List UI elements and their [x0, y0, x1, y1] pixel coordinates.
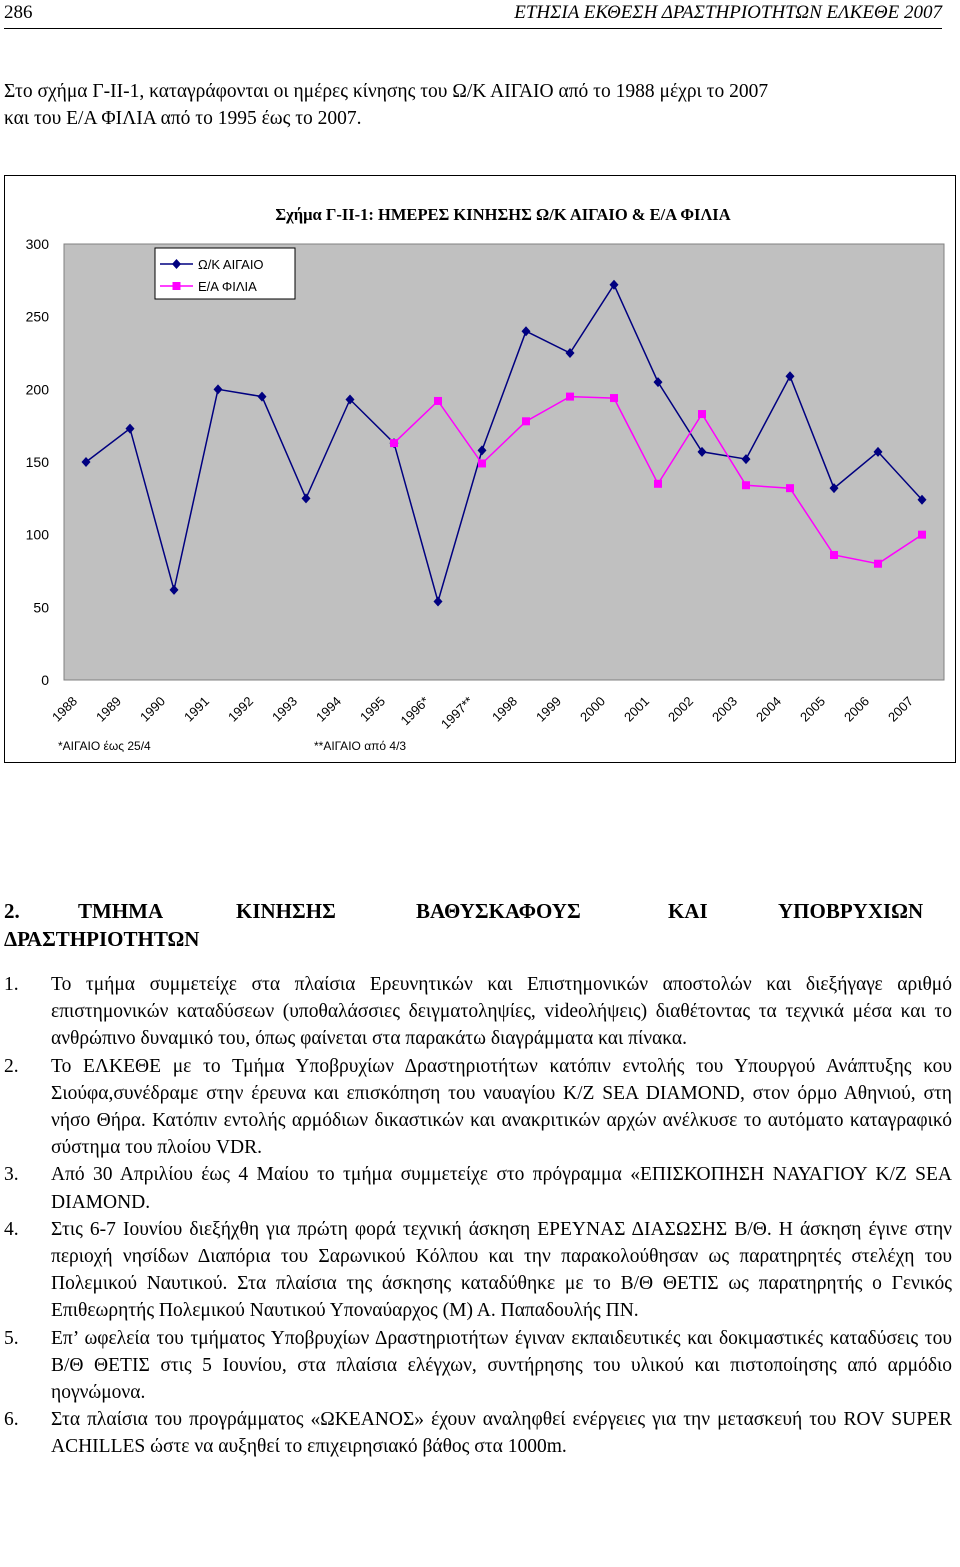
footnote: *ΑΙΓΑΙΟ έως 25/4: [58, 739, 151, 753]
data-point-square: [918, 531, 926, 539]
data-point-square: [654, 480, 662, 488]
x-tick-label: 2006: [841, 693, 873, 725]
item-number: 1.: [4, 974, 19, 995]
section-word: ΥΠΟΒΡΥΧΙΩΝ: [778, 899, 924, 923]
x-tick-label: 1992: [225, 693, 257, 725]
item-number: 6.: [4, 1409, 19, 1431]
x-tick-label: 1997**: [437, 693, 477, 732]
data-point-square: [522, 417, 530, 425]
y-tick-label: 100: [25, 526, 49, 543]
legend-marker-square: [173, 282, 181, 290]
legend-label: Ε/Α ΦΙΛΙΑ: [198, 279, 257, 294]
item-number: 5.: [4, 1327, 19, 1349]
data-point-square: [830, 551, 838, 559]
x-tick-label: 2004: [753, 693, 785, 725]
item-text: Επ’ ωφελεία του τμήματος Υποβρυχίων Δραστηριοτήτων έγιναν εκπαιδευτικές και δοκιμαστικές καταδύσεις του Β/Θ ΘΕΤΙΣ στις 5 Ιουνίου, στα πλαίσια ελέγχων, συντήρησης του υλικού και πιστοποίησης από αρμόδιο ηογνώμονα.: [51, 1327, 952, 1404]
intro-paragraph: [4, 78, 954, 132]
line-chart: [5, 176, 955, 762]
x-tick-label: 2000: [577, 693, 609, 725]
data-point-square: [434, 397, 442, 405]
legend-label: Ω/Κ ΑΙΓΑΙΟ: [198, 257, 264, 272]
page-number: 286: [4, 2, 33, 23]
x-tick-label: 1988: [49, 693, 81, 725]
y-tick-label: 0: [41, 672, 49, 688]
item-text: Το ΕΛΚΕΘΕ με το Τμήμα Υποβρυχίων Δραστηριοτήτων κατόπιν εντολής του Υπουργού Ανάπτυξης κου Σιούφα,συνέδραμε στην έρευνα και επισκόπηση του ναυαγίου Κ/Ζ SEA DIAMOND, στον όρμο Αθηνιού, στη νήσο Θήρα. Κατόπιν εντολής αρμόδιων δικαστικών και ανακριτικών αρχών ανέλκυσε το αυτόματο καταγραφικό σύστημα του πλοίου VDR.: [51, 1055, 952, 1159]
list-item: [4, 971, 952, 1053]
item-text: Από 30 Απριλίου έως 4 Μαίου το τμήμα συμμετείχε στο πρόγραμμα «ΕΠΙΣΚΟΠΗΣΗ ΝΑΥΑΓΙΟΥ Κ/Ζ SEA DIAMOND.: [51, 1164, 952, 1213]
item-text: Στα πλαίσια του προγράμματος «ΩΚΕΑΝΟΣ» έχουν αναληφθεί ενέργειες για την μετασκευή του ROV SUPER ACHILLES ώστε να αυξηθεί το επιχειρησιακό βάθος στα 1000m.: [51, 1409, 952, 1458]
x-tick-label: 2007: [885, 693, 917, 725]
x-tick-label: 1990: [137, 693, 169, 725]
data-point-square: [478, 459, 486, 467]
x-tick-label: 2001: [621, 693, 653, 725]
data-point-square: [874, 560, 882, 568]
list-item: [4, 1053, 952, 1162]
y-tick-label: 50: [33, 599, 49, 616]
x-tick-label: 1995: [357, 693, 389, 725]
x-tick-label: 2005: [797, 693, 829, 725]
item-number: 4.: [4, 1218, 19, 1240]
page-header: [4, 2, 942, 29]
activity-list: [4, 971, 952, 1461]
y-tick-label: 200: [25, 381, 49, 398]
section-word: ΚΑΙ: [668, 899, 708, 923]
footnote: **ΑΙΓΑΙΟ από 4/3: [314, 739, 407, 753]
list-item: [4, 1216, 952, 1325]
running-title: ΕΤΗΣΙΑ ΕΚΘΕΣΗ ΔΡΑΣΤΗΡΙΟΤΗΤΩΝ ΕΛΚΕΘΕ 2007: [514, 2, 942, 23]
y-tick-label: 150: [25, 454, 49, 470]
item-number: 3.: [4, 1164, 19, 1186]
x-tick-label: 1989: [93, 693, 125, 725]
section-number: 2.: [4, 899, 20, 923]
intro-line-1: Στο σχήμα Γ-ΙΙ-1, καταγράφονται οι ημέρες κίνησης του Ω/Κ ΑΙΓΑΙΟ από το 1988 μέχρι το 2007: [4, 81, 769, 102]
data-point-square: [610, 394, 618, 402]
section-heading-line-2: ΔΡΑΣΤΗΡΙΟΤΗΤΩΝ: [4, 927, 200, 951]
x-tick-label: 1993: [269, 693, 301, 725]
item-text: Το τμήμα συμμετείχε στα πλαίσια Ερευνητικών και Επιστημονικών αποστολών και διεξήγαγε αριθμό επιστημονικών καταδύσεων (υποθαλάσσιες δειγματοληψίες, videoλήψεις) διαθέτοντας τα τεχνικά μέσα και το ανθρώπινο δυναμικό του, όπως φαίνεται στα παρακάτω διαγράμματα και πίνακα.: [51, 974, 952, 1050]
x-tick-label: 2003: [709, 693, 741, 725]
list-item: [4, 1161, 952, 1215]
y-tick-label: 250: [25, 308, 49, 325]
item-number: 2.: [4, 1055, 19, 1077]
section-word: ΤΜΗΜΑ: [78, 899, 164, 923]
data-point-square: [390, 439, 398, 447]
x-tick-label: 1999: [533, 693, 565, 725]
data-point-square: [742, 481, 750, 489]
x-tick-label: 2002: [665, 693, 697, 725]
y-tick-label: 300: [25, 236, 49, 252]
data-point-square: [786, 484, 794, 492]
intro-line-2: και του Ε/Α ΦΙΛΙΑ από το 1995 έως το 2007.: [4, 108, 362, 129]
data-point-square: [698, 410, 706, 418]
chart-title: Σχήμα Γ-ΙΙ-1: ΗΜΕΡΕΣ ΚΙΝΗΣΗΣ Ω/Κ ΑΙΓΑΙΟ & Ε/Α ΦΙΛΙΑ: [275, 205, 731, 224]
x-tick-label: 1998: [489, 693, 521, 725]
plot-area: [64, 244, 944, 680]
item-text: Στις 6-7 Ιουνίου διεξήχθη για πρώτη φορά τεχνική άσκηση ΕΡΕΥΝΑΣ ΔΙΑΣΩΣΗΣ Β/Θ. Η άσκηση έγινε στην περιοχή νησίδων Διαπόρια του Σαρωνικού Κόλπου και την παρακολούθησαν ως παρατηρητές στελέχη του Πολεμικού Ναυτικού. Στα πλαίσια της άσκησης καταδύθηκε με το Β/Θ ΘΕΤΙΣ ως παρατηρητής ο Γενικός Επιθεωρητής Πολεμικού Ναυτικού Υποναύαρχος (Μ) Α. Παπαδουλής ΠΝ.: [51, 1218, 952, 1322]
section-word: ΚΙΝΗΣΗΣ: [236, 899, 336, 923]
x-tick-label: 1991: [181, 693, 213, 725]
chart-frame: [4, 175, 956, 763]
x-tick-label: 1996*: [397, 693, 433, 729]
section-word: ΒΑΘΥΣΚΑΦΟΥΣ: [416, 899, 581, 923]
list-item: [4, 1406, 952, 1460]
list-item: [4, 1325, 952, 1407]
x-tick-label: 1994: [313, 693, 345, 725]
data-point-square: [566, 393, 574, 401]
